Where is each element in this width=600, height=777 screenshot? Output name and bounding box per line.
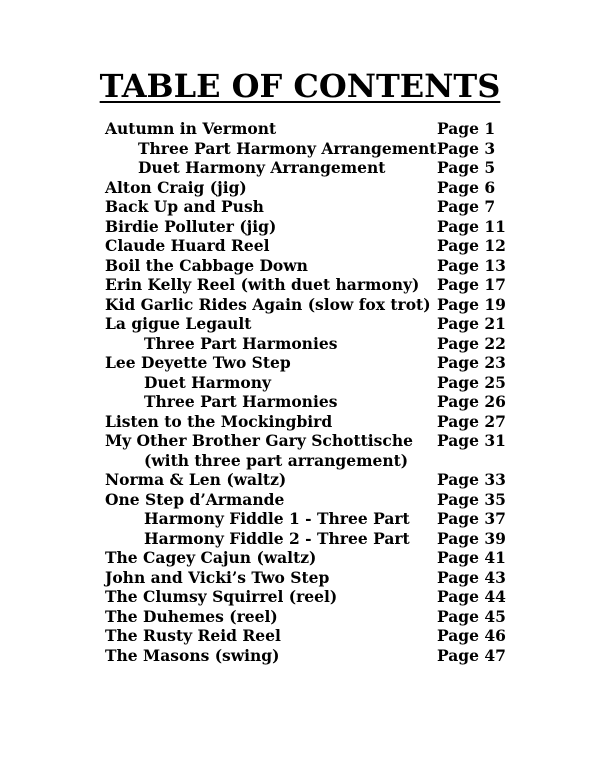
toc-entry-title: Norma & Len (waltz) (105, 470, 287, 489)
toc-entry-title: Three Part Harmonies (144, 392, 338, 411)
toc-entry (105, 119, 505, 139)
toc-entry-title: Listen to the Mockingbird (105, 411, 333, 431)
toc-entry (105, 256, 505, 276)
toc-entry-page: Page 31 (437, 431, 506, 450)
toc-entry (105, 353, 505, 373)
toc-entry-title: (with three part arrangement) (144, 450, 409, 470)
table-of-contents (105, 119, 505, 665)
toc-entry-title: The Duhemes (reel) (105, 606, 278, 626)
toc-entry-title: Kid Garlic Rides Again (slow fox trot) (105, 294, 431, 314)
toc-entry-page: Page 44 (437, 587, 506, 606)
toc-entry (105, 626, 505, 646)
toc-entry (105, 451, 505, 471)
toc-entry (105, 295, 505, 315)
toc-entry (105, 178, 505, 198)
toc-entry (105, 509, 505, 529)
toc-entry (105, 373, 505, 393)
toc-entry (105, 217, 505, 237)
toc-entry-page: Page 23 (437, 353, 506, 372)
toc-entry-title: Birdie Polluter (jig) (105, 216, 277, 236)
toc-entry-page: Page 41 (437, 548, 506, 567)
toc-entry-title: My Other Brother Gary Schottische (105, 431, 413, 450)
toc-entry-title: The Masons (swing) (105, 645, 280, 665)
toc-entry (105, 490, 505, 510)
toc-entry-page: Page 35 (437, 489, 506, 509)
toc-entry (105, 197, 505, 217)
toc-entry-title: Autumn in Vermont (105, 119, 277, 138)
toc-entry-page: Page 26 (437, 392, 506, 411)
toc-entry-page: Page 33 (437, 470, 506, 489)
toc-entry-page: Page 3 (437, 138, 496, 158)
toc-entry (105, 470, 505, 490)
toc-entry-title: Harmony Fiddle 1 - Three Part (144, 509, 410, 528)
toc-entry (105, 236, 505, 256)
toc-entry-page: Page 22 (437, 333, 506, 353)
toc-entry-title: Three Part Harmony Arrangement (138, 138, 437, 158)
toc-entry-title: Erin Kelly Reel (with duet harmony) (105, 275, 420, 294)
toc-entry-page: Page 25 (437, 372, 506, 392)
toc-entry-page: Page 43 (437, 567, 506, 587)
toc-entry-page: Page 21 (437, 314, 506, 333)
toc-entry (105, 334, 505, 354)
toc-entry-title: Duet Harmony Arrangement (138, 158, 386, 177)
toc-entry-page: Page 37 (437, 509, 506, 528)
toc-entry (105, 431, 505, 451)
toc-entry (105, 529, 505, 549)
toc-entry-title: The Clumsy Squirrel (reel) (105, 587, 338, 606)
toc-entry-title: Lee Deyette Two Step (105, 353, 291, 372)
toc-entry (105, 275, 505, 295)
toc-entry-page: Page 39 (437, 528, 506, 548)
toc-entry-title: The Rusty Reid Reel (105, 626, 281, 645)
toc-entry-page: Page 12 (437, 236, 506, 255)
toc-entry (105, 548, 505, 568)
toc-entry-page: Page 7 (437, 197, 496, 216)
toc-entry-title: Boil the Cabbage Down (105, 255, 308, 275)
toc-entry-page: Page 17 (437, 275, 506, 294)
toc-entry (105, 568, 505, 588)
toc-entry-title: La gigue Legault (105, 314, 252, 333)
toc-entry (105, 314, 505, 334)
toc-entry-page: Page 45 (437, 606, 506, 626)
toc-entry-page: Page 19 (437, 294, 506, 314)
toc-entry (105, 587, 505, 607)
toc-entry (105, 646, 505, 666)
toc-entry-title: John and Vicki’s Two Step (105, 567, 330, 587)
toc-entry-page: Page 11 (437, 216, 506, 236)
toc-entry-page: Page 6 (437, 177, 496, 197)
toc-entry-title: Alton Craig (jig) (105, 177, 247, 197)
toc-entry (105, 412, 505, 432)
toc-entry (105, 392, 505, 412)
toc-entry (105, 158, 505, 178)
toc-entry-title: Claude Huard Reel (105, 236, 270, 255)
toc-entry-title: Duet Harmony (144, 372, 271, 392)
toc-entry-title: The Cagey Cajun (waltz) (105, 548, 317, 567)
toc-entry-page: Page 13 (437, 255, 506, 275)
toc-entry (105, 139, 505, 159)
toc-entry-title: Back Up and Push (105, 197, 264, 216)
toc-entry-page: Page 5 (437, 158, 496, 177)
toc-entry-title: Three Part Harmonies (144, 333, 338, 353)
toc-entry-title: Harmony Fiddle 2 - Three Part (144, 528, 410, 548)
toc-entry-page: Page 27 (437, 411, 506, 431)
toc-entry-page: Page 1 (437, 119, 496, 138)
page-title: TABLE OF CONTENTS (99, 67, 501, 105)
toc-entry-page: Page 46 (437, 626, 506, 645)
toc-entry-page: Page 47 (437, 645, 506, 665)
toc-entry (105, 607, 505, 627)
toc-entry-title: One Step d’Armande (105, 489, 285, 509)
